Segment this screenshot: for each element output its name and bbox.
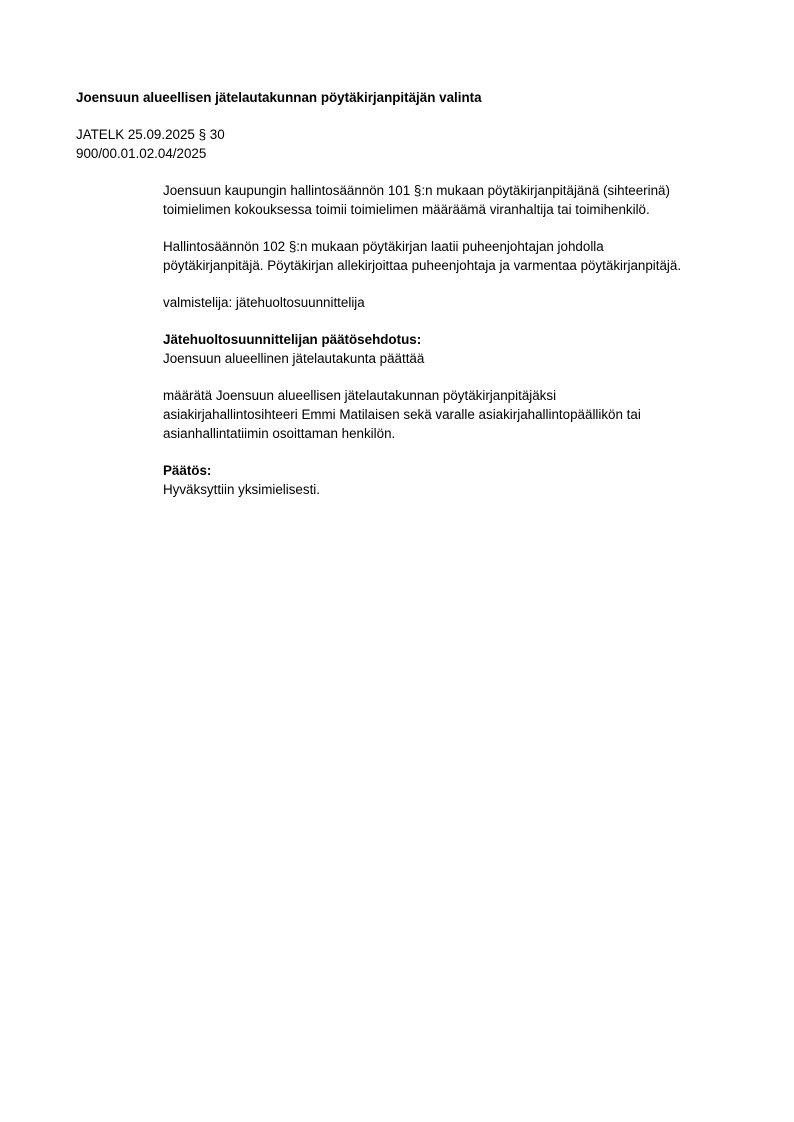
preparer-line: valmistelija: jätehuoltosuunnittelija [163,295,365,310]
document-title: Joensuun alueellisen jätelautakunnan pöytäkirjanpitäjän valinta [76,90,482,105]
proposal-text: määrätä Joensuun alueellisen jätelautakunnan pöytäkirjanpitäjäksi asiakirjahallintosihteeri Emmi Matilaisen sekä varalle asiakirjahallintopäällikön tai asianhallintatiimin osoittaman henkilön. [163,388,641,441]
meeting-reference: JATELK 25.09.2025 § 30 [76,127,225,142]
paragraph-regulation-101: Joensuun kaupungin hallintosäännön 101 §:n mukaan pöytäkirjanpitäjänä (sihteerinä) toimielimen kokouksessa toimii toimielimen määräämä viranhaltija tai toimihenkilö. [163,183,670,217]
paragraph-regulation-102: Hallintosäännön 102 §:n mukaan pöytäkirjan laatii puheenjohtajan johdolla pöytäkirjanpitäjä. Pöytäkirjan allekirjoittaa puheenjohtaja ja varmentaa pöytäkirjanpitäjä. [163,239,682,273]
decision-text: Hyväksyttiin yksimielisesti. [163,482,320,497]
document-body [163,181,763,499]
decision-heading: Päätös: [163,463,212,478]
proposal-heading: Jätehuoltosuunnittelijan päätösehdotus: [163,332,422,347]
proposal-intro: Joensuun alueellinen jätelautakunta päättää [163,351,425,366]
record-number: 900/00.01.02.04/2025 [76,146,207,161]
meta-block [76,125,225,163]
